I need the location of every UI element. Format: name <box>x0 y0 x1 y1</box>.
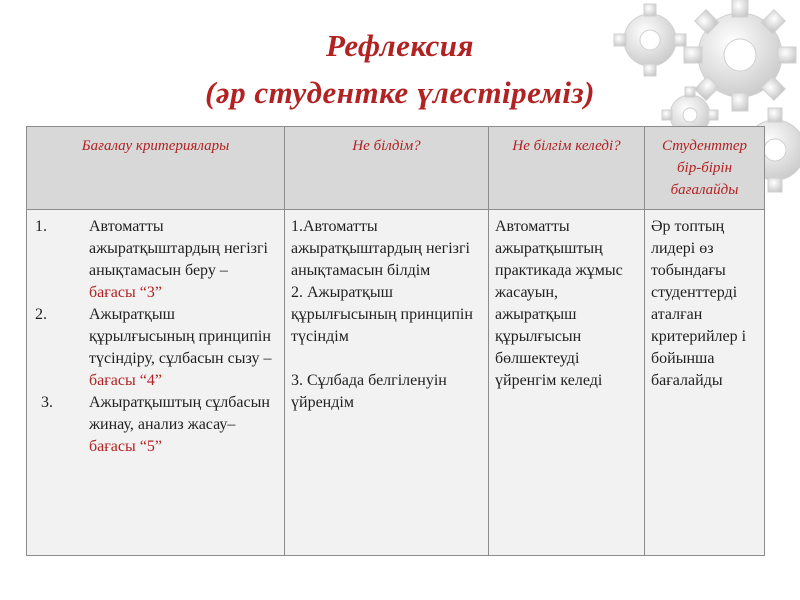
criterion-grade: бағасы “3” <box>89 284 162 301</box>
header-criteria: Бағалау критериялары <box>27 127 285 210</box>
header-want-to-know: Не білгім келеді? <box>489 127 645 210</box>
want-to-know-cell: Автоматты ажыратқыштың практикада жұмыс жасауын, ажыратқыш құрылғысын бөлшектеуді үйренгім келеді <box>489 210 645 556</box>
criterion-text: Ажыратқыш құрылғысының принципін түсіндіру, сұлбасын сызу – <box>89 306 272 367</box>
table-row <box>27 210 765 556</box>
table-header-row <box>27 127 765 210</box>
slide-subtitle: (әр студентке үлестіреміз) <box>205 75 595 110</box>
criterion-item <box>33 304 278 392</box>
criterion-number: 1. <box>35 218 47 235</box>
criterion-item <box>33 392 278 458</box>
criterion-grade: бағасы “5” <box>89 438 162 455</box>
criteria-cell <box>27 210 285 556</box>
learned-item: 1.Автоматты ажыратқыштардың негізгі анықтамасын білдім <box>291 218 470 279</box>
criterion-item <box>33 216 278 304</box>
header-peer-assessment: Студенттер бір-бірін бағалайды <box>645 127 765 210</box>
criterion-text: Ажыратқыштың сұлбасын жинау, анализ жасау– <box>89 394 270 433</box>
peer-assessment-cell: Әр топтың лидері өз тобындағы студенттерді аталған критерийлер і бойынша бағалайды <box>645 210 765 556</box>
header-learned: Не білдім? <box>285 127 489 210</box>
learned-cell <box>285 210 489 556</box>
learned-item: 3. Сұлбада белгіленуін үйрендім <box>291 372 447 411</box>
reflection-table <box>26 126 765 556</box>
criterion-grade: бағасы “4” <box>89 372 162 389</box>
criterion-number: 2. <box>35 306 47 323</box>
criterion-number: 3. <box>41 394 53 411</box>
criterion-text: Автоматты ажыратқыштардың негізгі анықтамасын беру – <box>89 218 268 279</box>
slide-title: Рефлексия <box>326 28 474 63</box>
learned-item: 2. Ажыратқыш құрылғысының принципін түсіндім <box>291 284 473 345</box>
